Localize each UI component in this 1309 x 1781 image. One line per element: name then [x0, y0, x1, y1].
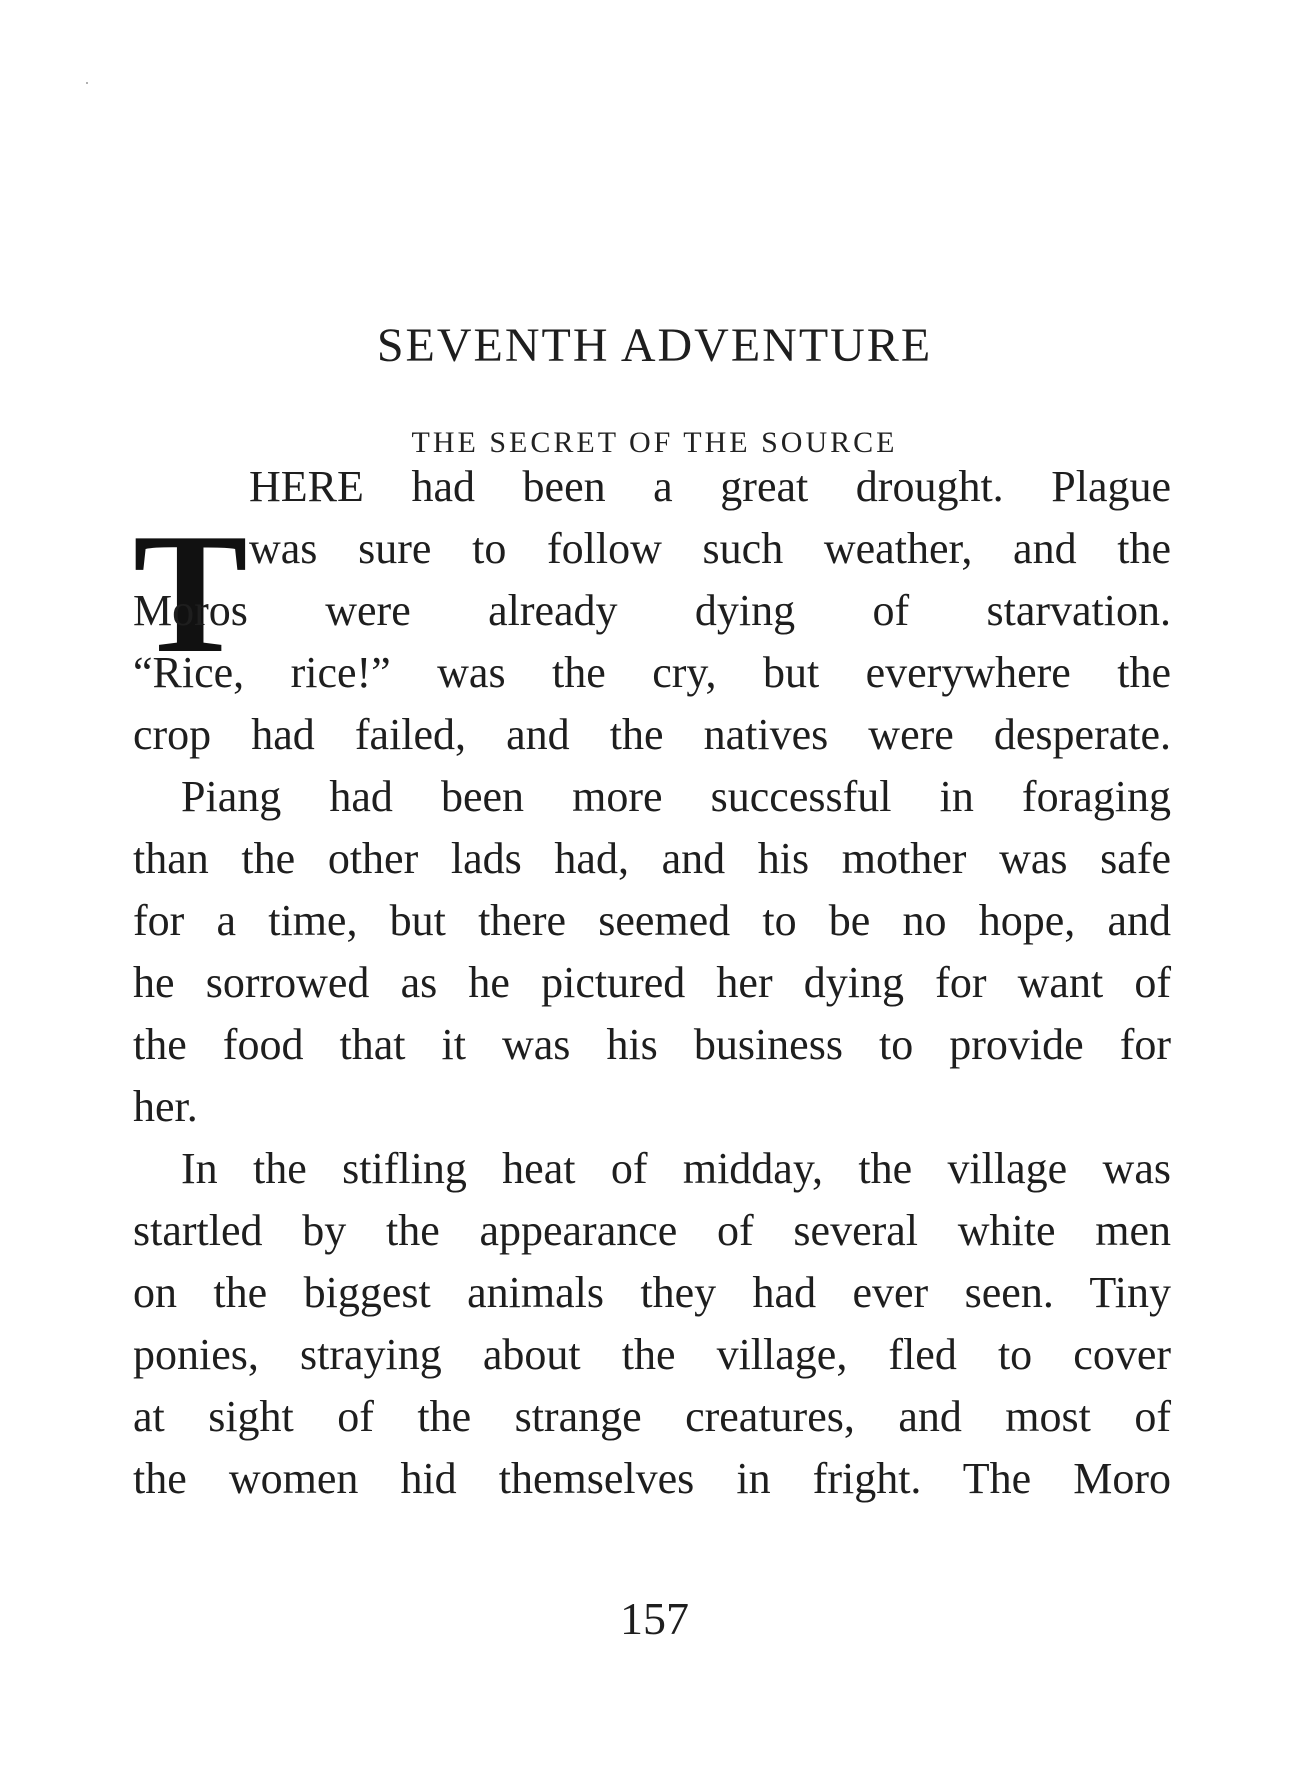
text-line: startled by the appearance of several white men — [133, 1206, 1171, 1255]
chapter-subtitle: THE SECRET OF THE SOURCE — [411, 426, 898, 459]
text-line: at sight of the strange creatures, and most of — [133, 1392, 1171, 1441]
text-line: the food that it was his business to provide for — [133, 1020, 1171, 1069]
text-line: In the stifling heat of midday, the village was — [181, 1144, 1171, 1193]
text-line: on the biggest animals they had ever seen. Tiny — [133, 1268, 1171, 1317]
text-line: ponies, straying about the village, fled to cover — [133, 1330, 1171, 1379]
paragraph-3 — [133, 1138, 1171, 1510]
paragraph-1 — [133, 456, 1171, 766]
drop-cap: T — [133, 499, 248, 689]
text-line: Piang had been more successful in foraging — [181, 772, 1171, 821]
chapter-title: SEVENTH ADVENTURE — [376, 319, 933, 372]
text-line: crop had failed, and the natives were desperate. — [133, 710, 1171, 759]
text-line: her. — [133, 1082, 198, 1131]
text-line: for a time, but there seemed to be no hope, and — [133, 896, 1171, 945]
text-line: “Rice, rice!” was the cry, but everywhere the — [133, 648, 1171, 697]
text-line: the women hid themselves in fright. The Moro — [133, 1454, 1171, 1503]
page-number: 157 — [620, 1593, 689, 1644]
text-line: was sure to follow such weather, and the — [249, 524, 1171, 573]
text-line: Moros were already dying of starvation. — [133, 586, 1171, 635]
paragraph-2 — [133, 766, 1171, 1138]
text-line: than the other lads had, and his mother was safe — [133, 834, 1171, 883]
text-line: he sorrowed as he pictured her dying for want of — [133, 958, 1171, 1007]
text-line: HERE had been a great drought. Plague — [249, 462, 1171, 511]
scan-speck — [86, 82, 88, 84]
